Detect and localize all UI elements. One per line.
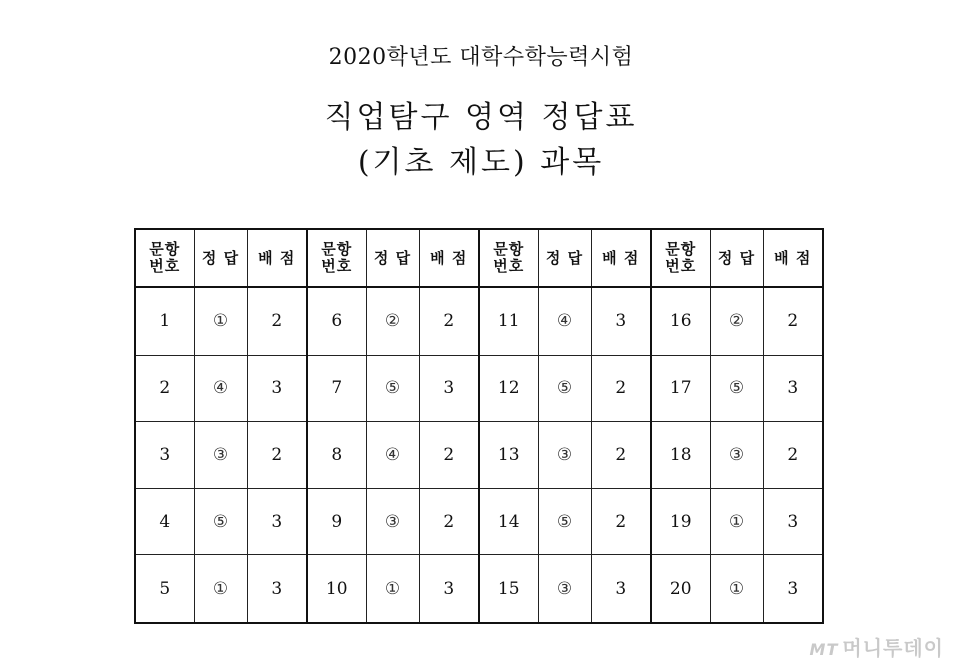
header-number: 문항 번호: [307, 229, 366, 287]
header-answer: 정 답: [366, 229, 419, 287]
answer-cell: ③: [194, 422, 247, 489]
question-number-cell: 6: [307, 287, 366, 355]
points-cell: 2: [591, 355, 651, 422]
answer-cell: ③: [710, 422, 763, 489]
answer-cell: ④: [194, 355, 247, 422]
points-cell: 2: [591, 422, 651, 489]
points-cell: 3: [763, 555, 823, 623]
header-points: 배 점: [591, 229, 651, 287]
question-number-cell: 15: [479, 555, 538, 623]
points-cell: 3: [591, 287, 651, 355]
points-cell: 3: [763, 488, 823, 555]
question-number-cell: 14: [479, 488, 538, 555]
answer-cell: ③: [538, 555, 591, 623]
table-header-row: [135, 229, 823, 287]
table-row: [135, 422, 823, 489]
answer-cell: ①: [194, 287, 247, 355]
header-answer: 정 답: [194, 229, 247, 287]
answer-cell: ③: [538, 422, 591, 489]
points-cell: 3: [419, 355, 479, 422]
subject-title: (기초 제도) 과목: [357, 145, 605, 180]
points-cell: 2: [247, 287, 307, 355]
table-row: [135, 287, 823, 355]
points-cell: 2: [591, 488, 651, 555]
points-cell: 3: [247, 355, 307, 422]
points-cell: 2: [419, 488, 479, 555]
header-number: 문항 번호: [135, 229, 194, 287]
answer-cell: ①: [710, 488, 763, 555]
header-points: 배 점: [763, 229, 823, 287]
points-cell: 2: [419, 287, 479, 355]
answer-cell: ③: [366, 488, 419, 555]
header-points: 배 점: [247, 229, 307, 287]
points-cell: 3: [591, 555, 651, 623]
question-number-cell: 17: [651, 355, 710, 422]
question-number-cell: 16: [651, 287, 710, 355]
question-number-cell: 3: [135, 422, 194, 489]
answer-cell: ④: [538, 287, 591, 355]
question-number-cell: 1: [135, 287, 194, 355]
answer-cell: ⑤: [194, 488, 247, 555]
answer-cell: ②: [366, 287, 419, 355]
points-cell: 2: [763, 422, 823, 489]
points-cell: 3: [763, 355, 823, 422]
question-number-cell: 20: [651, 555, 710, 623]
answer-cell: ④: [366, 422, 419, 489]
header-answer: 정 답: [538, 229, 591, 287]
question-number-cell: 11: [479, 287, 538, 355]
question-number-cell: 12: [479, 355, 538, 422]
table-row: [135, 355, 823, 422]
header-answer: 정 답: [710, 229, 763, 287]
question-number-cell: 10: [307, 555, 366, 623]
points-cell: 2: [419, 422, 479, 489]
answer-cell: ⑤: [366, 355, 419, 422]
answer-cell: ②: [710, 287, 763, 355]
answer-key-table: [134, 228, 824, 624]
question-number-cell: 13: [479, 422, 538, 489]
watermark-logo: MT: [809, 640, 839, 659]
answer-cell: ①: [194, 555, 247, 623]
points-cell: 2: [763, 287, 823, 355]
question-number-cell: 19: [651, 488, 710, 555]
table-row: [135, 488, 823, 555]
question-number-cell: 5: [135, 555, 194, 623]
header-number: 문항 번호: [479, 229, 538, 287]
publisher-watermark: [810, 632, 944, 661]
points-cell: 2: [247, 422, 307, 489]
header-number: 문항 번호: [651, 229, 710, 287]
answer-cell: ①: [710, 555, 763, 623]
points-cell: 3: [247, 555, 307, 623]
points-cell: 3: [247, 488, 307, 555]
question-number-cell: 18: [651, 422, 710, 489]
answer-cell: ⑤: [538, 355, 591, 422]
table-row: [135, 555, 823, 623]
question-number-cell: 4: [135, 488, 194, 555]
question-number-cell: 8: [307, 422, 366, 489]
answer-cell: ⑤: [538, 488, 591, 555]
points-cell: 3: [419, 555, 479, 623]
exam-subtitle: 2020학년도 대학수학능력시험: [328, 45, 634, 70]
watermark-text: 머니투데이: [842, 636, 944, 660]
question-number-cell: 2: [135, 355, 194, 422]
answer-table-body: [135, 287, 823, 623]
page-title: 직업탐구 영역 정답표: [324, 100, 638, 135]
question-number-cell: 7: [307, 355, 366, 422]
answer-cell: ⑤: [710, 355, 763, 422]
question-number-cell: 9: [307, 488, 366, 555]
header-points: 배 점: [419, 229, 479, 287]
answer-cell: ①: [366, 555, 419, 623]
